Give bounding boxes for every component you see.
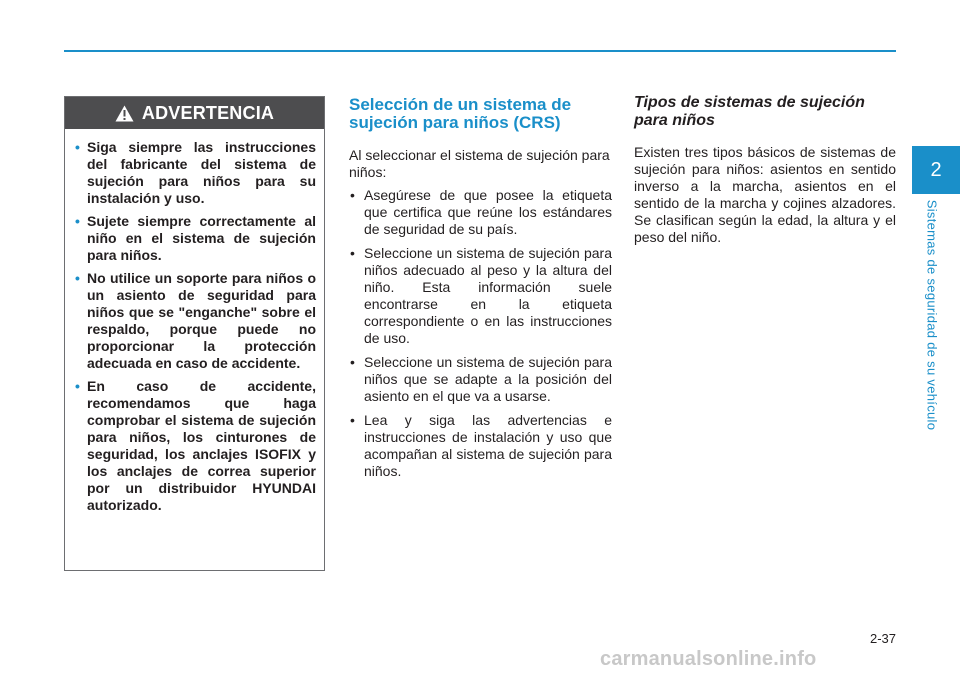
warning-title: ADVERTENCIA: [141, 102, 275, 123]
subsection-title-line: Tipos de sistemas de sujeción: [634, 94, 865, 111]
top-rule: [64, 50, 896, 52]
list-item: • Seleccione un sistema de sujeción para niños adecuado al peso y la altura del niño. Esta información suele encontrarse en la etiqueta correspondiente o en las instrucciones de uso.: [364, 245, 612, 347]
section-title-line: Selección de un sistema de: [349, 95, 572, 114]
warning-item: • Siga siempre las instrucciones del fabricante del sistema de sujeción para niños para su instalación y uso.: [87, 139, 316, 207]
warning-item: • Sujete siempre correctamente al niño en el sistema de sujeción para niños.: [87, 213, 316, 264]
section-bullets: [349, 187, 612, 480]
subsection-title-line: para niños: [634, 112, 715, 129]
section-title: [349, 96, 612, 132]
warning-item: • No utilice un soporte para niños o un asiento de seguridad para niños que se "enganche" sobre el respaldo, porque puede no proporcionar la protección adecuada en caso de accidente.: [87, 270, 316, 372]
chapter-tab[interactable]: [912, 146, 960, 194]
warning-item: • En caso de accidente, recomendamos que haga comprobar el sistema de sujeción para niños, los cinturones de seguridad, los anclajes ISOFIX y los anclajes de correa superior por un distribuidor HYUNDAI autorizado.: [87, 378, 316, 514]
warning-header: [65, 97, 324, 129]
list-item: • Seleccione un sistema de sujeción para niños que se adapte a la posición del asiento en el que va a usarse.: [364, 354, 612, 405]
list-item: • Asegúrese de que posee la etiqueta que certifica que reúne los estándares de seguridad de su país.: [364, 187, 612, 238]
section-intro: Al seleccionar el sistema de sujeción para niños:: [349, 147, 610, 180]
warning-box: [64, 96, 325, 571]
chapter-number: 2: [930, 158, 942, 181]
page-number: 2-37: [869, 631, 896, 646]
types-paragraph: Existen tres tipos básicos de sistemas de sujeción para niños: asientos en sentido inverso a la marcha, asientos en el sentido de la marcha y cojines alzadores. Se clasifican según la edad, la altura y el peso del niño.: [634, 144, 896, 245]
crs-selection-section: [349, 96, 612, 487]
watermark: carmanualsonline.info: [600, 648, 817, 670]
warning-triangle-icon: [115, 105, 134, 122]
warning-list: [65, 129, 324, 514]
crs-types-section: [634, 94, 896, 246]
subsection-title: [634, 94, 896, 130]
chapter-title: Sistemas de seguridad de su vehículo: [924, 199, 940, 431]
section-title-line: sujeción para niños (CRS): [349, 113, 561, 132]
list-item: • Lea y siga las advertencias e instrucciones de instalación y uso que acompañan al sistema de sujeción para niños.: [364, 412, 612, 480]
